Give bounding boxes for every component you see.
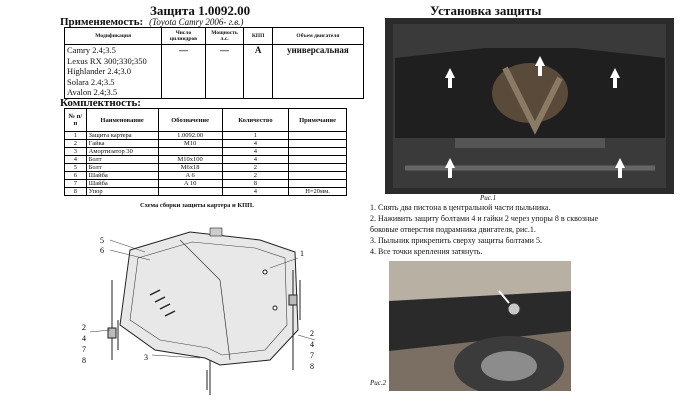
applicability-heading: Применяемость: (Toyota Camry 2006- г.в.) <box>60 16 244 28</box>
kit-cell <box>158 188 222 196</box>
label-right-2: 2 <box>310 329 314 338</box>
col-designation: Обозначение <box>158 109 222 132</box>
kit-cell: Защита картера <box>86 132 158 140</box>
col-qty: Количество <box>222 109 288 132</box>
kit-row <box>65 148 347 156</box>
kit-cell: M10x100 <box>158 156 222 164</box>
model-item: Solara 2.4;3.5 <box>67 76 115 87</box>
kit-cell <box>289 140 347 148</box>
kit-cell: 2 <box>222 172 288 180</box>
col-cylinders: Число цилиндров <box>162 28 205 45</box>
kit-cell: 7 <box>65 180 87 188</box>
kit-cell: M10 <box>158 140 222 148</box>
instruction-line: боковые отверстия подрамника двигателя, рис.1. <box>370 225 536 234</box>
kit-cell: 8 <box>65 188 87 196</box>
kit-cell <box>158 148 222 156</box>
kit-cell: A 6 <box>158 172 222 180</box>
kit-cell: Шайба <box>86 180 158 188</box>
kit-cell: 6 <box>65 172 87 180</box>
kit-cell: Болт <box>86 156 158 164</box>
model-item: Lexus RX 300;330;350 <box>67 55 147 66</box>
label-1: 1 <box>300 249 304 258</box>
label-left-4: 4 <box>82 334 86 343</box>
label-left-8: 8 <box>82 356 86 365</box>
kit-cell: 4 <box>65 156 87 164</box>
kit-cell: Амортизатор 30 <box>86 148 158 156</box>
power-value: — <box>205 45 244 99</box>
instruction-line: 4. Все точки крепления затянуть. <box>370 247 483 256</box>
kit-cell: Болт <box>86 164 158 172</box>
model-item: Avalon 2.4;3.5 <box>67 87 118 97</box>
kit-row <box>65 140 347 148</box>
kit-row <box>65 188 347 196</box>
instruction-line: 2. Наживить защиту болтами 4 и гайки 2 через упоры 8 в сквозные <box>370 214 599 223</box>
col-note: Примечание <box>289 109 347 132</box>
label-3: 3 <box>144 353 148 362</box>
kit-row <box>65 180 347 188</box>
figure1-caption: Рис.1 <box>480 194 497 202</box>
kit-cell: 2 <box>222 164 288 172</box>
kit-cell: Гайка <box>86 140 158 148</box>
kit-cell: Упор <box>86 188 158 196</box>
mounting-photo <box>389 261 571 391</box>
assembly-diagram <box>60 210 360 405</box>
label-left-2: 2 <box>82 323 86 332</box>
label-left-7: 7 <box>82 345 86 354</box>
kit-row <box>65 172 347 180</box>
kit-cell: 5 <box>65 164 87 172</box>
applicability-table <box>64 27 364 99</box>
model-list <box>65 45 162 99</box>
label-right-4: 4 <box>310 340 314 349</box>
kit-cell: 2 <box>65 140 87 148</box>
label-6: 6 <box>100 246 104 255</box>
kit-cell <box>289 164 347 172</box>
model-item: Camry 2.4;3.5 <box>67 45 116 55</box>
gearbox-value: A <box>244 45 272 99</box>
kit-cell <box>289 156 347 164</box>
kit-cell: 4 <box>222 188 288 196</box>
underbody-photo <box>385 18 674 194</box>
kit-heading: Комплектность: <box>60 97 141 109</box>
kit-cell: 1 <box>65 132 87 140</box>
kit-cell: 1 <box>222 132 288 140</box>
kit-row <box>65 132 347 140</box>
installation-title: Установка защиты <box>430 3 542 18</box>
instruction-line: 1. Снять два пистона в центральной части пыльника. <box>370 203 551 212</box>
kit-cell: 1.0092.00 <box>158 132 222 140</box>
kit-row <box>65 164 347 172</box>
col-modification: Модификация <box>65 28 162 45</box>
kit-cell <box>289 172 347 180</box>
col-num: № п/п <box>65 109 87 132</box>
kit-cell: 8 <box>222 180 288 188</box>
model-item: Highlander 2.4;3.0 <box>67 66 131 76</box>
vehicle-note: (Toyota Camry 2006- г.в.) <box>149 17 244 27</box>
kit-cell <box>289 148 347 156</box>
kit-cell <box>289 132 347 140</box>
col-name: Наименование <box>86 109 158 132</box>
label-right-8: 8 <box>310 362 314 371</box>
cylinders-value: — <box>162 45 205 99</box>
kit-cell: 4 <box>222 156 288 164</box>
kit-cell: 3 <box>65 148 87 156</box>
kit-table <box>64 108 347 196</box>
engine-value: универсальная <box>272 45 363 99</box>
left-fasteners <box>108 280 118 360</box>
skid-plate-drawing <box>120 228 298 365</box>
kit-cell: Шайба <box>86 172 158 180</box>
diagram-caption: Схема сборки защиты картера и КПП. <box>140 202 254 209</box>
kit-row <box>65 156 347 164</box>
col-engine: Объем двигателя <box>272 28 363 45</box>
label-5: 5 <box>100 236 104 245</box>
kit-cell: 4 <box>222 148 288 156</box>
instruction-line: 3. Пыльник прикрепить сверху защиты болтами 5. <box>370 236 542 245</box>
col-power: Мощность л.с. <box>205 28 244 45</box>
figure2-caption: Рис.2 <box>370 379 387 387</box>
page-title: Защита 1.0092.00 <box>150 3 251 18</box>
kit-cell: A 10 <box>158 180 222 188</box>
kit-cell: 4 <box>222 140 288 148</box>
label-right-7: 7 <box>310 351 314 360</box>
kit-cell: M6x18 <box>158 164 222 172</box>
kit-cell: H=20мм. <box>289 188 347 196</box>
col-gearbox: КПП <box>244 28 272 45</box>
instructions <box>370 202 690 257</box>
kit-cell <box>289 180 347 188</box>
